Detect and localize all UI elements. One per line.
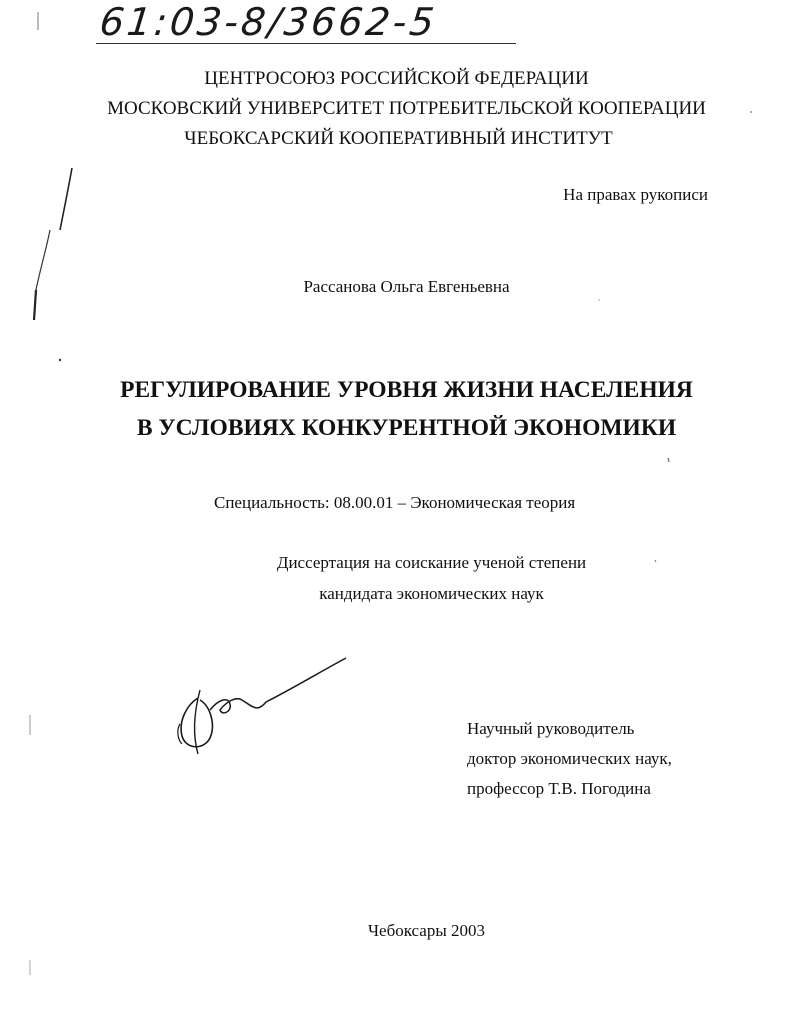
dissertation-degree-line-2: кандидата экономических наук xyxy=(319,584,544,603)
archive-code: 61:03-8/3662-5 xyxy=(97,0,440,44)
dissertation-degree-line-1: Диссертация на соискание ученой степени xyxy=(276,553,587,572)
city-year: Чебоксары 2003 xyxy=(367,921,486,940)
dissertation-title-line-1: РЕГУЛИРОВАНИЕ УРОВНЯ ЖИЗНИ НАСЕЛЕНИЯ xyxy=(120,377,693,403)
author-name: Рассанова Ольга Евгеньевна xyxy=(303,277,510,296)
organization-line-1: ЦЕНТРОСОЮЗ РОССИЙСКОЙ ФЕДЕРАЦИИ xyxy=(204,68,589,89)
manuscript-note: На правах рукописи xyxy=(563,185,708,204)
supervisor-line-1: Научный руководитель xyxy=(467,719,635,738)
supervisor-line-2: доктор экономических наук, xyxy=(467,749,672,768)
specialty: Специальность: 08.00.01 – Экономическая теория xyxy=(214,493,576,512)
organization-line-3: ЧЕБОКСАРСКИЙ КООПЕРАТИВНЫЙ ИНСТИТУТ xyxy=(184,128,613,149)
organization-line-2: МОСКОВСКИЙ УНИВЕРСИТЕТ ПОТРЕБИТЕЛЬСКОЙ КООПЕРАЦИИ xyxy=(107,98,706,119)
supervisor-line-3: профессор Т.В. Погодина xyxy=(467,779,651,798)
dissertation-title-line-2: В УСЛОВИЯХ КОНКУРЕНТНОЙ ЭКОНОМИКИ xyxy=(136,415,677,441)
